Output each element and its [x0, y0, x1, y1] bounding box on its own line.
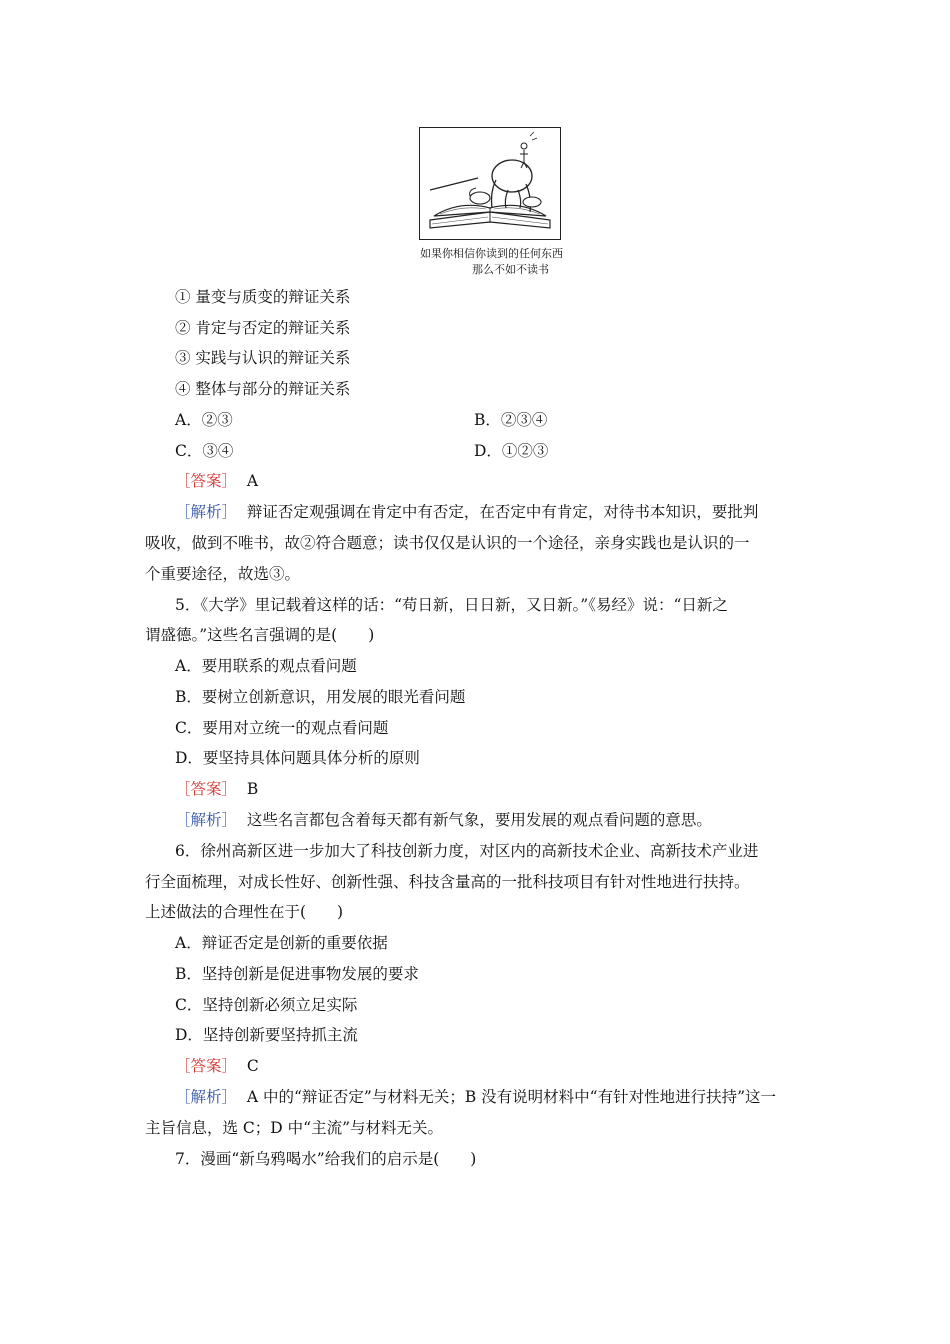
q6-option-a: A．辩证否定是创新的重要依据	[175, 934, 388, 952]
q5-option-c: C．要用对立统一的观点看问题	[175, 719, 389, 737]
answer-value: B	[246, 780, 259, 798]
q5-option-a: A．要用联系的观点看问题	[175, 657, 357, 675]
answer-value: C	[246, 1057, 259, 1075]
cartoon-illustration	[419, 127, 561, 240]
q6-answer	[175, 1056, 259, 1076]
q6-option-c: C．坚持创新必须立足实际	[175, 996, 358, 1014]
q5-stem-line2: 谓盛德。”这些名言强调的是( )	[145, 626, 375, 644]
q4-choice-b: B．②③④	[474, 411, 548, 429]
q4-analysis-line1	[175, 502, 758, 522]
q6-stem-line1: 6．徐州高新区进一步加大了科技创新力度，对区内的高新技术企业、高新技术产业进	[175, 842, 759, 860]
q5-analysis-line1	[175, 810, 712, 830]
analysis-tag: ［解析］	[175, 503, 238, 521]
q5-stem-line1: 5．《大学》里记载着这样的话：“苟日新，日日新，又日新。”《易经》说：“日新之	[175, 596, 728, 614]
q4-option-3: ③ 实践与认识的辩证关系	[175, 349, 351, 367]
q4-answer	[175, 471, 258, 491]
q6-analysis-line1	[175, 1087, 776, 1107]
q5-answer	[175, 779, 258, 799]
q5-option-b: B．要树立创新意识，用发展的眼光看问题	[175, 688, 466, 706]
analysis-text: A 中的“辩证否定”与材料无关；B 没有说明材料中“有针对性地进行扶持”这一	[246, 1088, 777, 1106]
answer-value: A	[246, 472, 259, 490]
q4-analysis-line2: 吸收，做到不唯书，故②符合题意；读书仅仅是认识的一个途径，亲身实践也是认识的一	[145, 534, 750, 552]
q5-option-d: D．要坚持具体问题具体分析的原则	[175, 749, 420, 767]
analysis-text: 辩证否定观强调在肯定中有否定，在否定中有肯定，对待书本知识，要批判	[246, 503, 759, 521]
q4-option-2: ② 肯定与否定的辩证关系	[175, 319, 351, 337]
q6-stem-line2: 行全面梳理，对成长性好、创新性强、科技含量高的一批科技项目有针对性地进行扶持。	[145, 873, 750, 891]
q4-analysis-line3: 个重要途径，故选③。	[145, 565, 301, 583]
q7-stem-line1: 7．漫画“新乌鸦喝水”给我们的启示是( )	[175, 1150, 477, 1168]
answer-tag: ［答案］	[175, 780, 238, 798]
q4-choice-c: C．③④	[175, 442, 234, 460]
q6-analysis-line2: 主旨信息，选 C；D 中“主流”与材料无关。	[145, 1119, 443, 1137]
q6-stem-line3: 上述做法的合理性在于( )	[145, 903, 344, 921]
q4-choice-d: D．①②③	[474, 442, 549, 460]
analysis-tag: ［解析］	[175, 1088, 238, 1106]
cartoon-caption-line2: 那么不如不读书	[472, 263, 549, 276]
reading-person-drawing	[420, 128, 559, 238]
q6-option-b: B．坚持创新是促进事物发展的要求	[175, 965, 419, 983]
q4-option-1: ① 量变与质变的辩证关系	[175, 288, 351, 306]
analysis-tag: ［解析］	[175, 811, 238, 829]
q4-choice-a: A．②③	[175, 411, 233, 429]
q4-option-4: ④ 整体与部分的辩证关系	[175, 380, 351, 398]
answer-tag: ［答案］	[175, 1057, 238, 1075]
cartoon-caption-line1: 如果你相信你读到的任何东西	[420, 247, 563, 260]
answer-tag: ［答案］	[175, 472, 238, 490]
q6-option-d: D．坚持创新要坚持抓主流	[175, 1026, 358, 1044]
analysis-text: 这些名言都包含着每天都有新气象，要用发展的观点看问题的意思。	[246, 811, 712, 829]
